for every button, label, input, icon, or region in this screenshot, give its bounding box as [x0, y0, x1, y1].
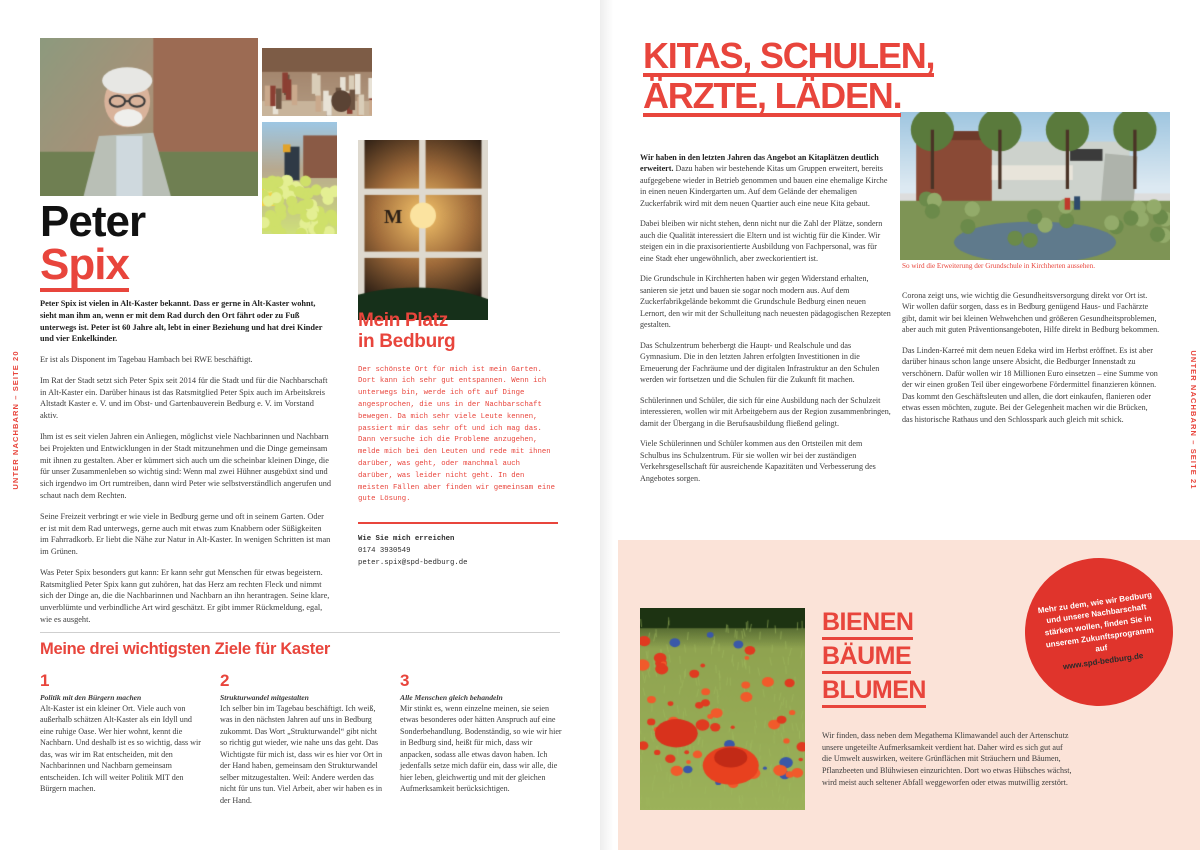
portrait-peter-spix-image — [40, 38, 258, 196]
name-first: Peter — [40, 197, 146, 246]
goal-subtitle: Politik mit den Bürgern machen — [40, 693, 142, 702]
lead-sentence: Wir haben in den letzten Jahren das Angebot an Kitaplätzen deutlich erweitert. — [640, 153, 879, 174]
contact-heading: Wie Sie mich erreichen — [358, 535, 455, 544]
right-page-title-line1: KITAS, SCHULEN, — [643, 35, 935, 76]
body-paragraph — [640, 152, 892, 209]
goal-body: Alt-Kaster ist ein kleiner Ort. Viele auch von außerhalb schätzen Alt-Kaster als ein Idyll und eine ruhige Oase. Wer hier wohnt, kennt die Nachbarn. Und deshalb ist es so wichtig, dass wir das, was wir im Rat entscheiden, mit den Nachbarinnen und Nachbarn gemeinsam entscheiden. Ich will weiter Politik MIT den Bürgern machen. — [40, 704, 201, 794]
right-page-title — [643, 36, 1073, 117]
photo-harvest-image — [262, 122, 337, 234]
goal-body: Mir stinkt es, wenn einzelne meinen, sie seien etwas besonderes oder hätten Anspruch auf eine Sonderbehandlung. Bodenständig, so wie wir hier in Bedburg sind, heißt für mich, dass wir anpacken, sodass alle etwas davon haben. Ich jedenfalls setze mich dafür ein, dass wir alle, die hier leben, gleichwertig und mit der gleichen Aufmerksamkeit berücksichtigen. — [400, 704, 562, 794]
goal-body: Ich selber bin im Tagebau beschäftigt. Ich weiß, was in den nächsten Jahren auf uns in Bedburg zukommt. Das Wort „Strukturwandel“ gibt nicht so richtig gut wieder, wie nahe uns das geht. Das Wichtigste für mich ist, dass wir es hier vor Ort in der Hand haben, gemeinsam den Strukturwandel selber mitzugestalten. Weil: Andere werden das nicht für uns tun. Viel Arbeit, aber wir haben es in der Hand. — [220, 704, 383, 805]
body-paragraph: Das Schulzentrum beherbergt die Haupt- und Realschule und das Gymnasium. Die in den letzten Jahren erfolgten Investitionen in die Erneuerung der Fachräume und der digitalen Infrastruktur an den Schulen werden wir fortsetzen und die Schulen für die Zukunft fit machen. — [640, 340, 880, 385]
body-paragraph: Schülerinnen und Schüler, die sich für eine Ausbildung nach der Schulzeit interessieren, wollen wir mit Arbeitgebern aus der Region zusammenbringen, damit der Übergang in die Berufsausbildung fließend gelingt. — [640, 395, 891, 428]
badge-text: Mehr zu dem, wie wir Bedburg und unsere Nachbarschaft stärken wollen, finden Sie in unserem Zukunftsprogramm auf — [1037, 590, 1155, 654]
page-right — [600, 0, 1200, 850]
goal-number: 3 — [400, 671, 410, 690]
goal-item — [40, 672, 204, 806]
mein-platz-section — [358, 310, 558, 570]
mein-platz-heading-line2: in Bedburg — [358, 331, 456, 353]
image-caption-school: So wird die Erweiterung der Grundschule in Kirchherten aussehen. — [902, 262, 1096, 270]
body-paragraph: Seine Freizeit verbringt er wie viele in Bedburg gerne und oft in seinem Garten. Oder er ist mit dem Rad unterwegs, gerne auch mit etwas zum Knabbern oder Süßigkeiten im Fahrradkorb. Er liebt die Nähe zur Natur in Alt-Kaster. In wenigen Schritten ist man im Grünen. — [40, 511, 331, 557]
page-fold-shadow — [600, 0, 618, 850]
right-column-two — [902, 290, 1160, 434]
paragraph-rest: Dazu haben wir bestehende Kitas um Gruppen erweitert, bereits aufgegebene wieder in Betrieb genommen und bauen eine ehemalige Kirche in einen neuen Kindergarten um. Auf dem Gelände der ehemaligen Zuckerfabrik wird mit dem neuen Quartier auch eine neue Kita gebaut. — [640, 164, 888, 208]
body-paragraph: Was Peter Spix besonders gut kann: Er kann sehr gut Menschen für etwas begeistern. Ratsmitglied Peter Spix kann gut zuhören, hat das Herz am rechten Fleck und nimmt sich der Dinge an, die die Nachbarinnen und Nachbarn an ihn herantragen. Seine klare, unverblümte und verbindliche Art wird geschätzt. Er gibt immer Rückmeldung, egal, wie es ausgeht. — [40, 567, 330, 624]
contact-phone: 0174 3930549 — [358, 547, 411, 556]
body-paragraph: Dabei bleiben wir nicht stehen, denn nicht nur die Zahl der Plätze, sondern auch die Qualität interessiert die Eltern und ist wichtig für die Kinder. Wir steigen ein in die praxisorientierte Ausbildung von Fachpersonal, was für eine Stadt eher ungewöhnlich, aber zweckorientiert ist. — [640, 219, 883, 263]
bees-body: Wir finden, dass neben dem Megathema Klimawandel auch der Artenschutz unsere ungeteilte Aufmerksamkeit verdient hat. Daher wird es sich gut auf die Umwelt auswirken, weitere Grünflächen mit Sträuchern und Bäumen, Pflanzbeeten und Blühwiesen einzurichten. Dort wo etwas Hübsches wächst, wird meist auch seltener Abfall weggeworfen oder etwas mutwillig zerstört. — [822, 731, 1072, 787]
goal-number: 2 — [220, 671, 230, 690]
bees-heading-line2: BÄUME — [822, 640, 911, 674]
mein-platz-heading-line1: Mein Platz — [358, 310, 448, 331]
divider-rule — [358, 522, 558, 524]
body-paragraph: Corona zeigt uns, wie wichtig die Gesundheitsversorgung direkt vor Ort ist. Wir wollen dafür sorgen, dass es in Bedburg genügend Haus- und Fachärzte gibt, damit wir bei kleinen Wehwehchen und größeren Gesundheitsproblemen, aber auch mit guten Präventionsangeboten, Hilfe direkt in Bedburg bekommen. — [902, 291, 1160, 335]
body-paragraph: Er ist als Disponent im Tagebau Hambach bei RWE beschäftigt. — [40, 355, 253, 365]
bees-heading-line3: BLUMEN — [822, 674, 926, 708]
photo-poppy-meadow-image — [640, 608, 805, 810]
goals-heading: Meine drei wichtigsten Ziele für Kaster — [40, 640, 330, 658]
body-paragraph: Die Grundschule in Kirchherten haben wir gegen Widerstand erhalten, sanieren sie jetzt und bauen sie sogar noch modern aus. Auf dem Zuckerfabrikgelände bekommt die Grundschule Bedburg einen neuen Lernort, den wir mit der Schulleitung nach neuesten pädagogischen Rezepten gestalten. — [640, 274, 891, 330]
body-paragraph: Ihm ist es seit vielen Jahren ein Anliegen, möglichst viele Nachbarinnen und Nachbarn bei Projekten und Entwicklungen in der Stadt mitzunehmen und die Dinge gemeinsam mit ihnen zu gestalten. Aber er kümmert sich auch um die scheinbar kleinen Dinge, die für unser Zusammenleben so wichtig sind: Wenn mal zwei Hühner ausgebüxt sind und sich irgendwo im Ort rumtreiben, dann wird Peter wie selbstverständlich angerufen und schaut nach dem Rechten. — [40, 432, 332, 500]
photo-festival-image — [262, 48, 372, 116]
intro-paragraph: Peter Spix ist vielen in Alt-Kaster bekannt. Dass er gerne in Alt-Kaster wohnt, sieht man ihm an, wenn er mit dem Rad durch den Ort fährt oder zu Fuß unterwegs ist. Peter ist 60 Jahre alt, lebt in einer Beziehung und hat drei Kinder und vier Enkelkinder. — [40, 299, 323, 344]
goal-subtitle: Alle Menschen gleich behandeln — [400, 693, 503, 702]
right-column-one — [640, 152, 892, 493]
goal-item — [220, 672, 384, 806]
goals-list — [40, 672, 564, 806]
body-paragraph: Viele Schülerinnen und Schüler kommen aus den Ortsteilen mit dem Schulbus ins Schulzentrum. Für sie wollen wir bei der zuständigen Verkehrsgesellschaft für ausreichende Kapazitäten und Verbesserung des Angebotes sorgen. — [640, 439, 876, 483]
goal-number: 1 — [40, 671, 50, 690]
page-margin-label-right: UNTER NACHBARN – SEITE 21 — [1189, 350, 1198, 490]
goal-subtitle: Strukturwandel mitgestalten — [220, 693, 309, 702]
goal-item — [400, 672, 564, 806]
mein-platz-quote: Der schönste Ort für mich ist mein Garten. Dort kann ich sehr gut entspannen. Wenn ich unterwegs bin, werde ich oft auf Dinge angesprochen, die uns in der Nachbarschaft bewegen. Da mich sehr viele Leute kennen, passiert mir das sehr oft und ich mag das. Dann versuche ich die Probleme anzugehen, melde mich bei den Leuten und rede mit ihnen darüber, was geht, oder manchmal auch darüber, was leider nicht geht. In den meisten Fällen aber finden wir gemeinsam eine gute Lösung. — [358, 365, 556, 504]
name-last: Spix — [40, 243, 129, 292]
photo-window-image — [358, 140, 488, 320]
article-subject-name — [40, 197, 146, 292]
badge-text-block — [1036, 589, 1163, 675]
goals-divider — [40, 632, 560, 633]
left-body-column — [40, 298, 332, 635]
right-page-title-line2: ÄRZTE, LÄDEN. — [643, 75, 902, 117]
contact-email: peter.spix@spd-bedburg.de — [358, 558, 468, 567]
mein-platz-heading — [358, 310, 558, 353]
page-margin-label-left: UNTER NACHBARN – SEITE 20 — [11, 350, 20, 490]
badge-url[interactable]: www.spd-bedburg.de — [1062, 650, 1144, 672]
contact-block — [358, 534, 558, 569]
body-paragraph: Im Rat der Stadt setzt sich Peter Spix seit 2014 für die Stadt und für die Nachbarschaft in Alt-Kaster ein. Darüber hinaus ist das Ratsmitglied Peter Spix auch im Arbeitskreis Altstadt Kaster e. V. und im Obst- und Gartenbauverein Bedburg e. V. im Vorstand aktiv. — [40, 375, 328, 421]
body-paragraph: Das Linden-Karreé mit dem neuen Edeka wird im Herbst eröffnet. Es ist aber darüber hinaus schon lange unsere Absicht, die Bedburger Innenstadt zu verschönern. Dafür wollen wir 18 Millionen Euro einsetzen – eine Summe von der wir einen großen Teil über eingeworbene Fördermittel finanzieren können. Das kommt den Geschäftsleuten und allen, die dort einkaufen, flanieren oder etwas essen möchten, zugute. Bei der Gelegenheit machen wir die Brücken, das historische Rathaus und den Schlosspark auch gleich mit schick. — [902, 345, 1158, 424]
bees-heading-line1: BIENEN — [822, 606, 913, 640]
rendering-grundschule-kirchherten-image — [900, 112, 1170, 260]
